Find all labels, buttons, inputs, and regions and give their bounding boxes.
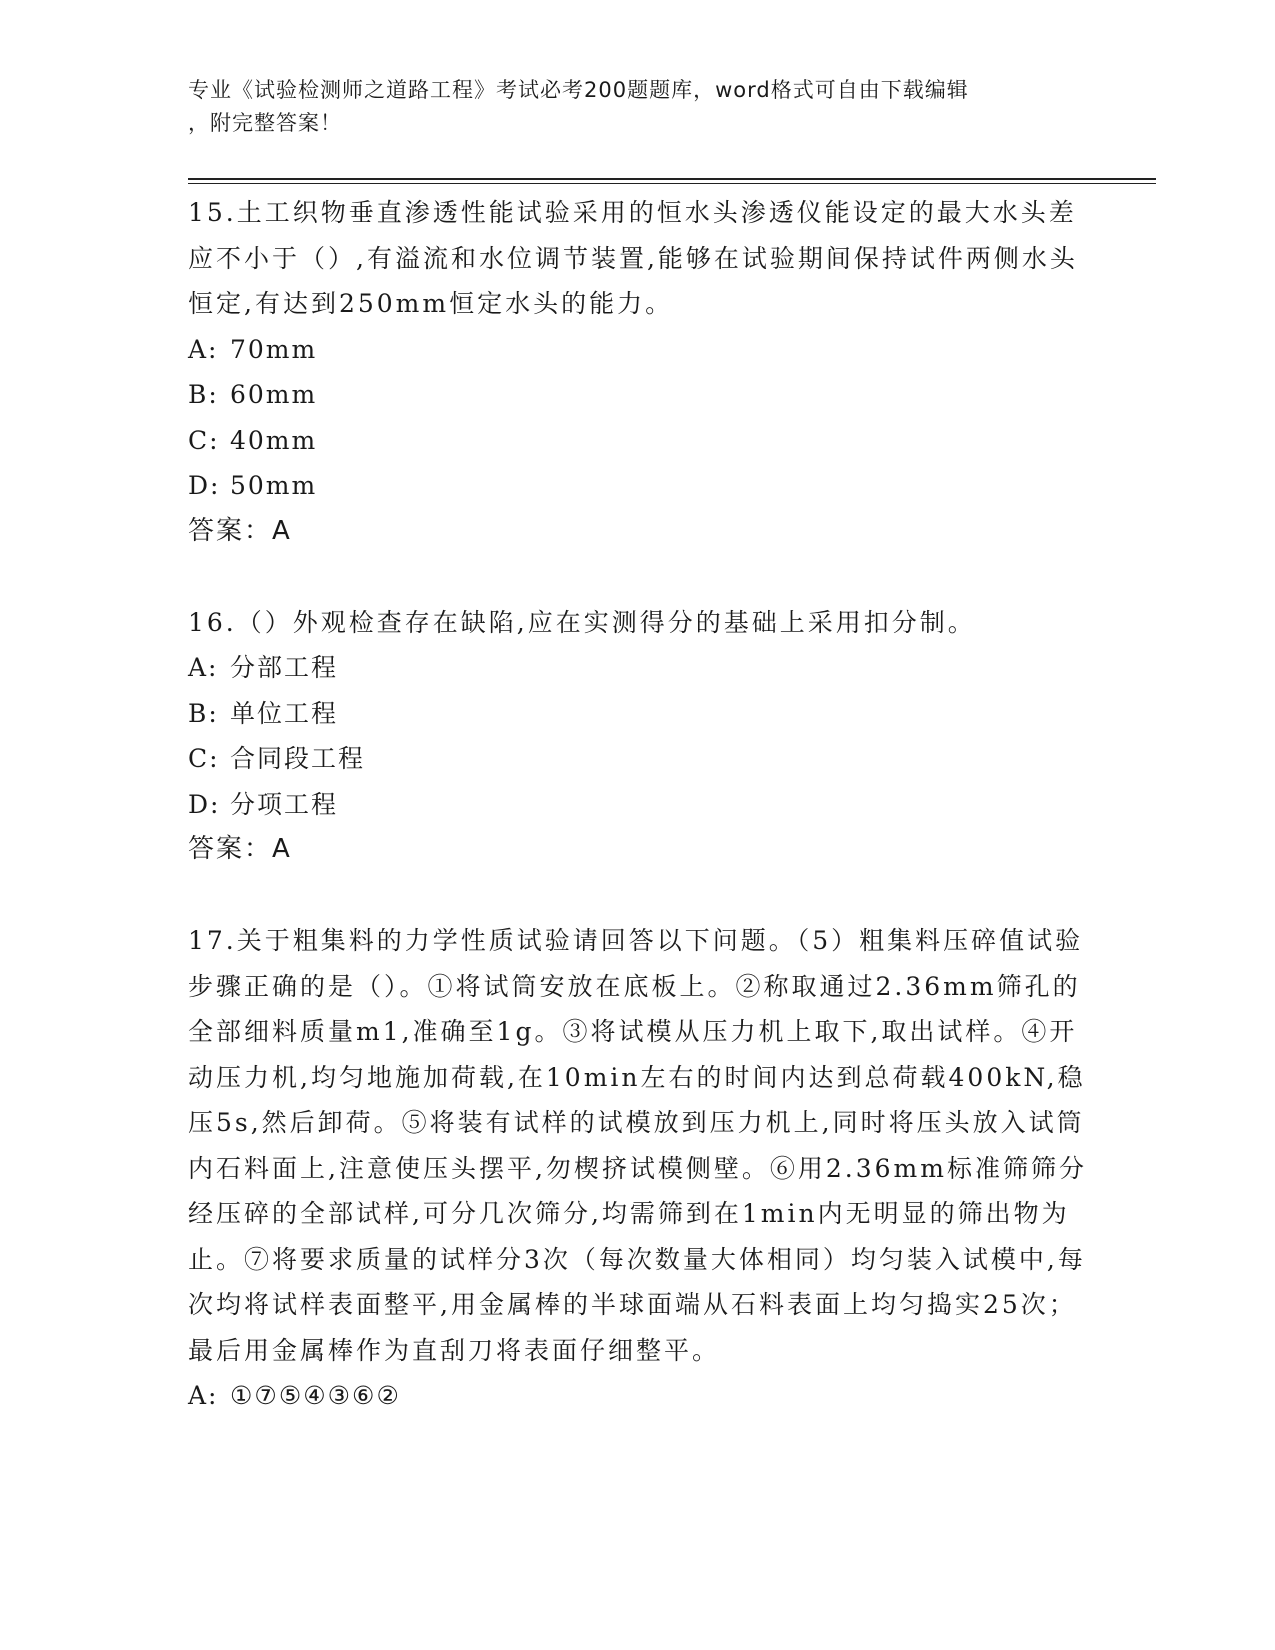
header-rule-thick (188, 178, 1156, 180)
option-key: A: (188, 334, 219, 364)
option-key: C: (188, 744, 220, 773)
header-rule-thin (188, 183, 1156, 184)
option-text: 60mm (230, 380, 318, 409)
question-spacer (188, 554, 1088, 600)
option-key: B: (188, 380, 219, 409)
option-b (188, 691, 1088, 737)
option-key: D: (188, 471, 221, 500)
option-text: 单位工程 (230, 698, 339, 728)
option-a (188, 645, 1088, 691)
option-key: B: (188, 698, 219, 728)
question-15 (188, 190, 1088, 554)
option-key: A: (188, 653, 219, 682)
option-c (188, 418, 1088, 464)
document-header (188, 74, 1078, 140)
option-c (188, 736, 1088, 782)
option-text: 40mm (230, 425, 318, 455)
option-a (188, 1373, 1088, 1419)
option-b (188, 372, 1088, 418)
option-key: C: (188, 425, 220, 455)
option-text: 分部工程 (230, 653, 339, 682)
option-a (188, 327, 1088, 373)
question-17 (188, 918, 1088, 1419)
question-16 (188, 600, 1088, 873)
option-text: ①⑦⑤④③⑥② (230, 1381, 401, 1410)
answer-line: 答案：A (188, 515, 292, 546)
option-text: 50mm (230, 471, 318, 500)
option-d (188, 463, 1088, 509)
header-line-2: ，附完整答案！ (188, 111, 342, 135)
option-d (188, 782, 1088, 828)
option-text: 70mm (230, 334, 318, 364)
question-spacer (188, 873, 1088, 919)
option-text: 分项工程 (230, 789, 339, 819)
question-stem: 16.（）外观检查存在缺陷,应在实测得分的基础上采用扣分制。 (188, 607, 976, 637)
header-line-1: 专业《试验检测师之道路工程》考试必考200题题库，word格式可自由下载编辑 (188, 78, 969, 102)
question-list (188, 190, 1088, 1419)
option-text: 合同段工程 (230, 744, 366, 773)
option-key: D: (188, 789, 221, 819)
answer-line: 答案：A (188, 834, 292, 864)
option-key: A: (188, 1381, 219, 1410)
question-stem: 15.土工织物垂直渗透性能试验采用的恒水头渗透仪能设定的最大水头差应不小于（）,有溢流和水位调节装置,能够在试验期间保持试件两侧水头恒定,有达到250mm恒定水头的能力。 (188, 198, 1078, 318)
question-stem: 17.关于粗集料的力学性质试验请回答以下问题。（5）粗集料压碎值试验步骤正确的是（）。①将试筒安放在底板上。②称取通过2.36mm筛孔的全部细料质量m1,准确至1g。③将试模从压力机上取下,取出试样。④开动压力机,均匀地施加荷载,在10min左右的时间内达到总荷载400kN,稳压5s,然后卸荷。⑤将装有试样的试模放到压力机上,同时将压头放入试筒内石料面上,注意使压头摆平,勿楔挤试模侧壁。⑥用2.36mm标准筛筛分经压碎的全部试样,可分几次筛分,均需筛到在1min内无明显的筛出物为止。⑦将要求质量的试样分3次（每次数量大体相同）均匀装入试模中,每次均将试样表面整平,用金属棒的半球面端从石料表面上均匀捣实25次；最后用金属棒作为直刮刀将表面仔细整平。 (188, 926, 1087, 1365)
